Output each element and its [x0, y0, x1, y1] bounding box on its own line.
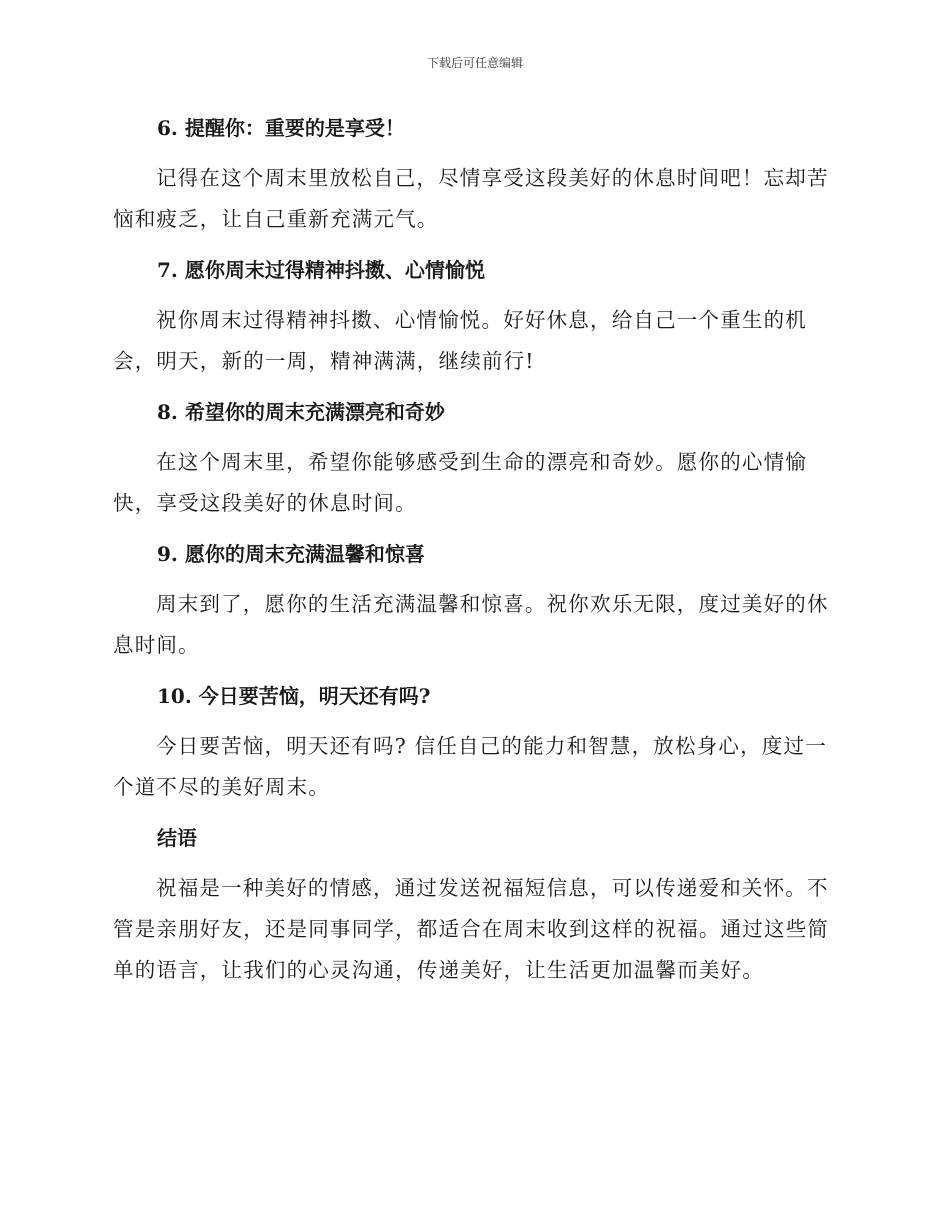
section: [113, 538, 833, 666]
paragraph-line: 祝你周末过得精神抖擞、心情愉悦。好好休息，给自己一个重生的机: [156, 308, 807, 332]
document-body: [113, 112, 833, 1005]
paragraph-line: 单的语言，让我们的心灵沟通，传递美好，让生活更加温馨而美好。: [113, 958, 764, 982]
section-paragraph: [113, 300, 833, 382]
paragraph-line: 记得在这个周末里放松自己，尽情享受这段美好的休息时间吧！忘却苦: [156, 166, 829, 190]
paragraph-line: 管是亲朋好友，还是同事同学，都适合在周末收到这样的祝福。通过这些简: [113, 917, 830, 941]
section-heading: 10. 今日要苦恼，明天还有吗?: [157, 684, 431, 708]
section-heading: 8. 希望你的周末充满漂亮和奇妙: [157, 400, 445, 424]
paragraph-line: 快，享受这段美好的休息时间。: [113, 491, 417, 515]
section-heading: 7. 愿你周末过得精神抖擞、心情愉悦: [157, 258, 485, 282]
section-heading: 结语: [157, 826, 197, 850]
paragraph-line: 会，明天，新的一周，精神满满，继续前行!: [113, 349, 535, 373]
section: [113, 680, 833, 808]
page-header: 下载后可任意编辑: [426, 56, 523, 70]
paragraph-line: 周末到了，愿你的生活充满温馨和惊喜。祝你欢乐无限，度过美好的休: [156, 592, 829, 616]
paragraph-line: 息时间。: [113, 633, 200, 657]
section-paragraph: [113, 442, 833, 524]
section: [113, 254, 833, 382]
section-paragraph: [113, 584, 833, 666]
section-heading: 6. 提醒你：重要的是享受！: [157, 116, 405, 140]
section: [113, 112, 833, 240]
paragraph-line: 今日要苦恼，明天还有吗? 信任自己的能力和智慧，放松身心，度过一: [156, 734, 827, 758]
section-heading: 9. 愿你的周末充满温馨和惊喜: [157, 542, 425, 566]
paragraph-line: 祝福是一种美好的情感，通过发送祝福短信息，可以传递爱和关怀。不: [156, 876, 829, 900]
paragraph-line: 在这个周末里，希望你能够感受到生命的漂亮和奇妙。愿你的心情愉: [156, 450, 807, 474]
paragraph-line: 个道不尽的美好周末。: [113, 775, 330, 799]
section: [113, 396, 833, 524]
section-paragraph: [113, 868, 833, 991]
paragraph-line: 恼和疲乏，让自己重新充满元气。: [113, 207, 439, 231]
section-paragraph: [113, 726, 833, 808]
section: [113, 822, 833, 991]
section-paragraph: [113, 158, 833, 240]
